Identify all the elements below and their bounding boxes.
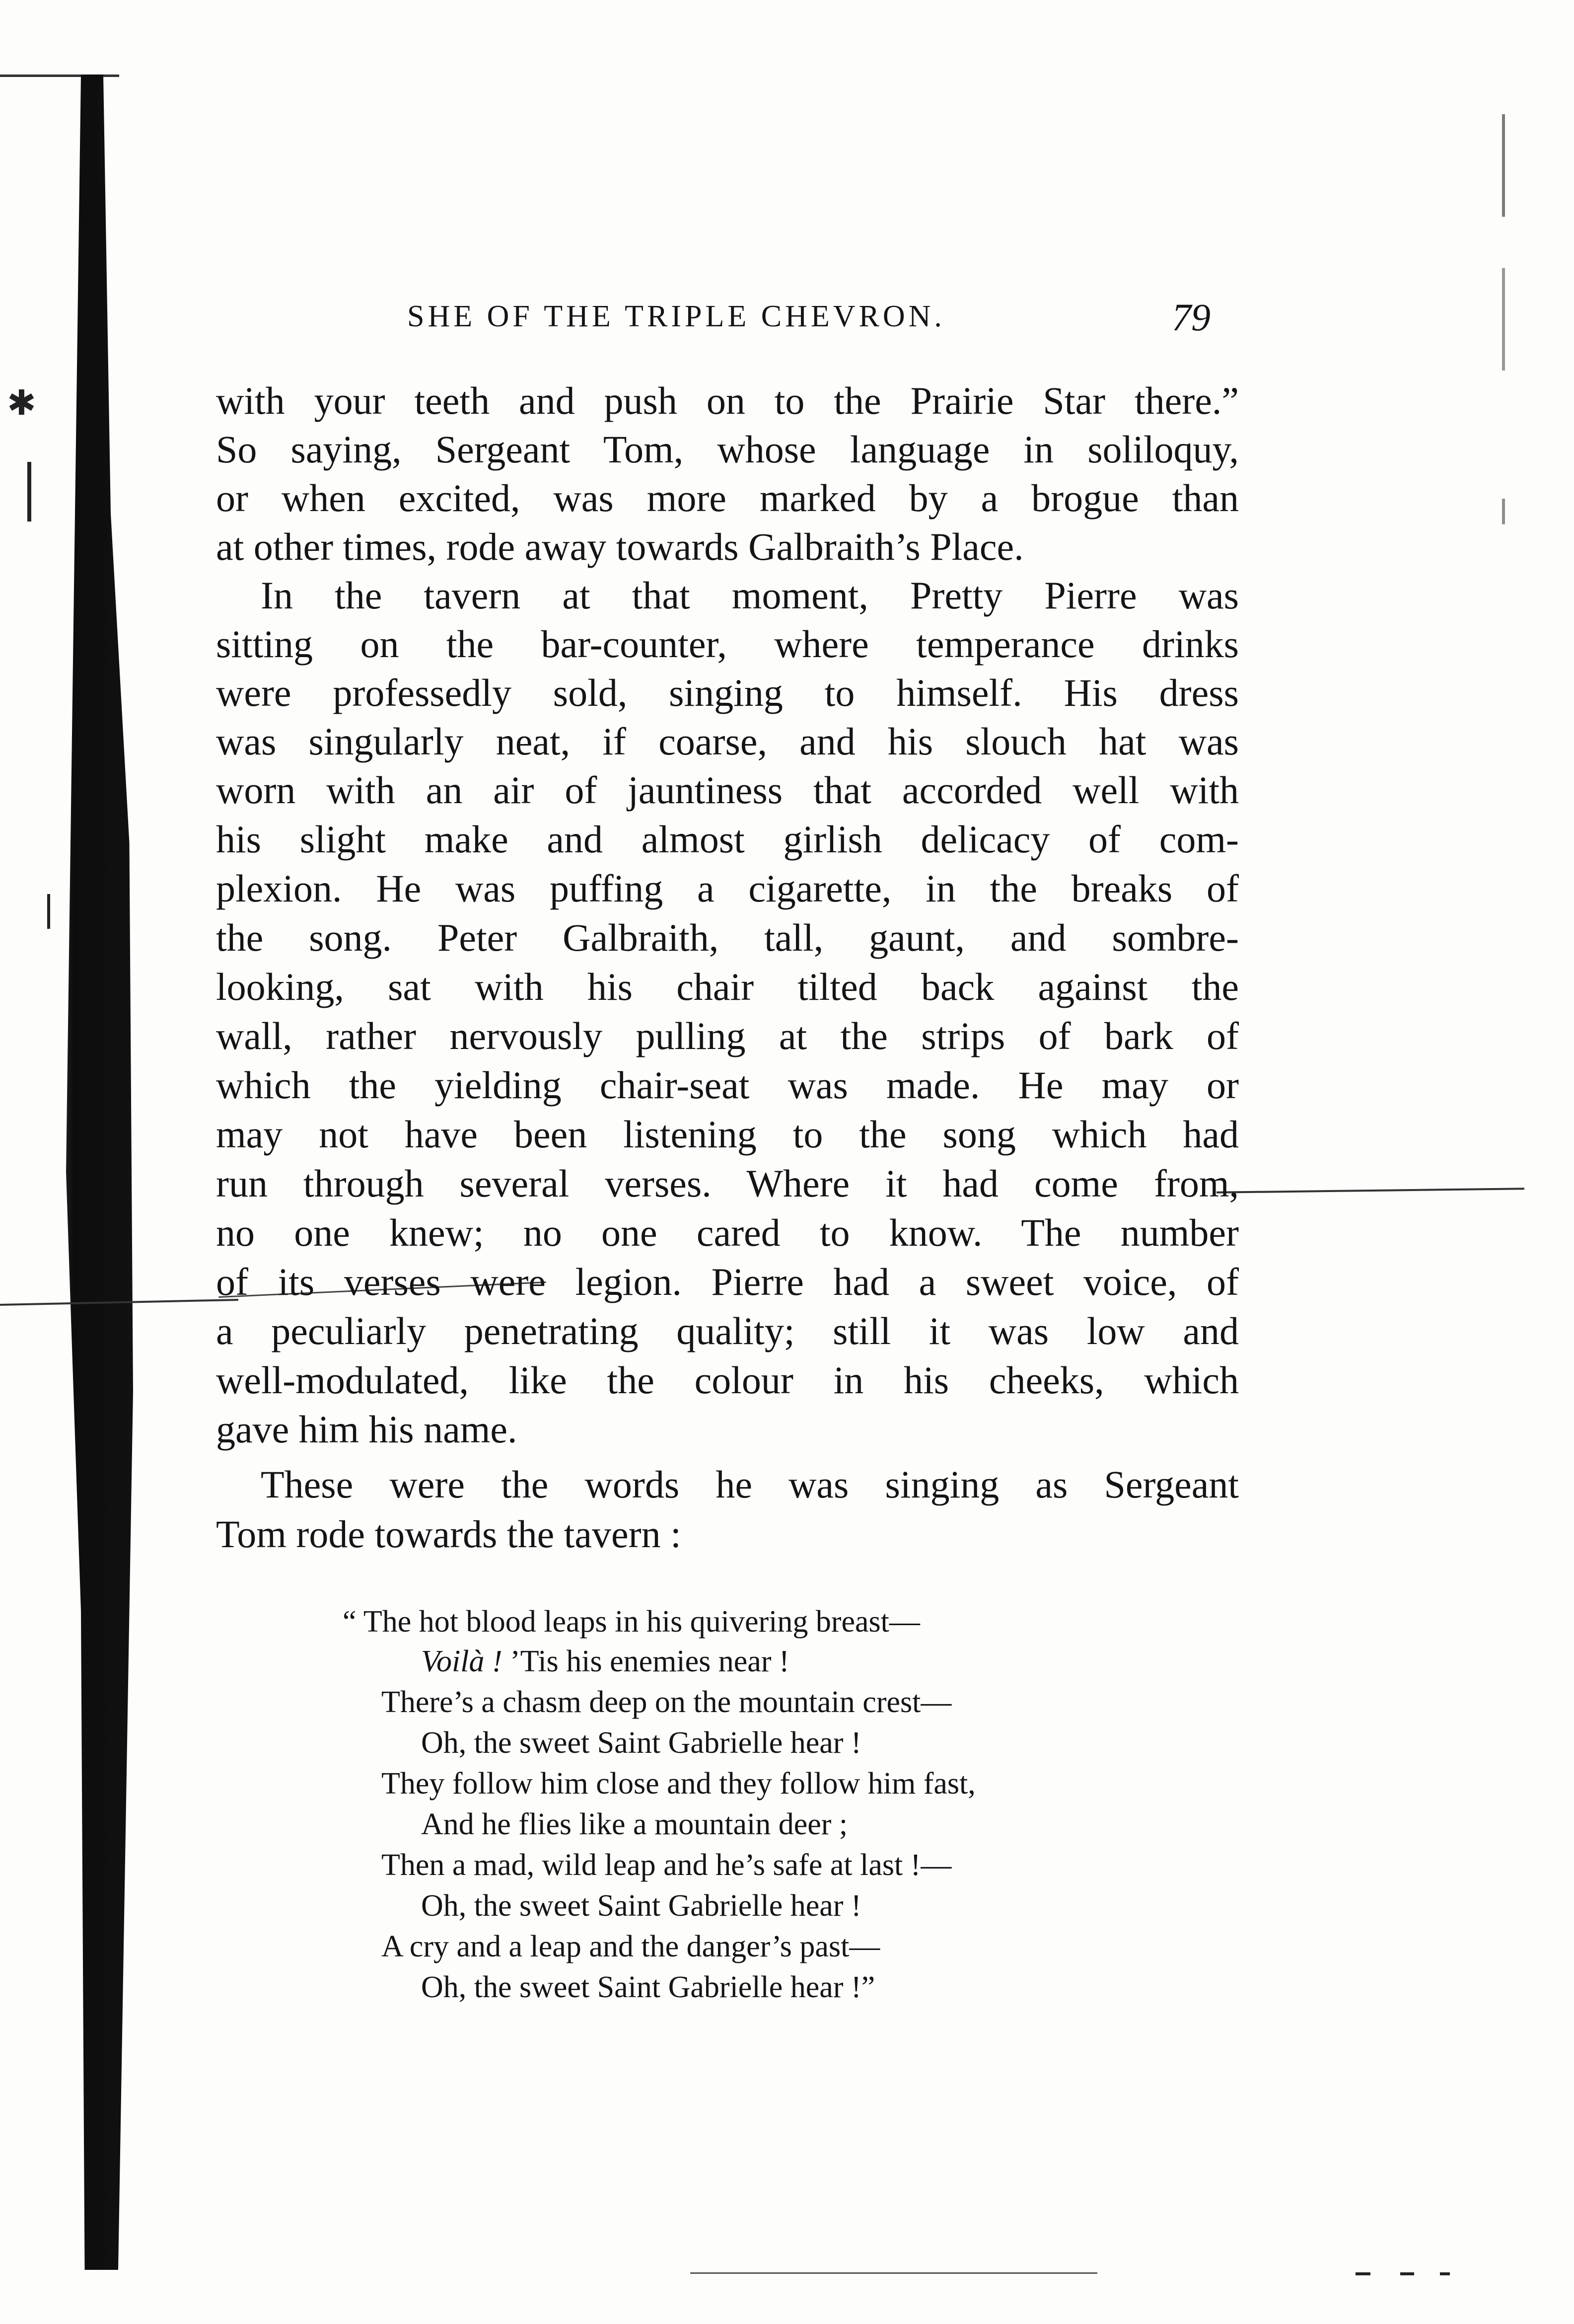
page-number: 79 (1172, 296, 1211, 339)
text-line: or when excited, was more marked by a brogue than (216, 476, 1239, 520)
text-line: may not have been listening to the song which had (216, 1113, 1239, 1156)
text-line: at other times, rode away towards Galbraith’s Place. (216, 525, 1024, 568)
text-line: plexion. He was puffing a cigarette, in the breaks of (216, 867, 1239, 910)
text-line: the song. Peter Galbraith, tall, gaunt, and sombre- (216, 916, 1239, 959)
text-line: of its verses were legion. Pierre had a sweet voice, of (216, 1260, 1239, 1303)
open-quote: “ (343, 1605, 363, 1639)
binding-shadow (59, 75, 133, 2270)
verse-line: A cry and a leap and the danger’s past— (381, 1930, 880, 1963)
verse-line: And he flies like a mountain deer ; (421, 1807, 848, 1841)
italic-word: Voilà ! (421, 1645, 502, 1678)
text-line: looking, sat with his chair tilted back against the (216, 965, 1239, 1008)
verse-line: Voilà ! ’Tis his enemies near ! (421, 1645, 789, 1678)
verse-line: There’s a chasm deep on the mountain crest— (381, 1685, 952, 1719)
scan-mark (1440, 2272, 1450, 2275)
ornament-icon: ✱ (7, 382, 36, 423)
scan-mark (1356, 2272, 1370, 2275)
text-line: his slight make and almost girlish delicacy of com- (216, 818, 1239, 861)
verse-line: Oh, the sweet Saint Gabrielle hear !” (421, 1970, 875, 2004)
scan-mark (47, 894, 50, 929)
text-line: no one knew; no one cared to know. The number (216, 1211, 1239, 1254)
verse-line: Then a mad, wild leap and he’s safe at last !— (381, 1848, 952, 1882)
scan-mark (1400, 2272, 1414, 2275)
text-line: was singularly neat, if coarse, and his slouch hat was (216, 720, 1239, 763)
text-line: In the tavern at that moment, Pretty Pierre was (261, 574, 1239, 617)
scan-edge-right (1502, 114, 1505, 1396)
text-line: were professedly sold, singing to himself. His dress (216, 671, 1239, 714)
text-line: Tom rode towards the tavern : (216, 1512, 681, 1556)
text-line: So saying, Sergeant Tom, whose language in soliloquy, (216, 428, 1239, 471)
text-line: with your teeth and push on to the Prairie Star there.” (216, 379, 1239, 422)
running-head: SHE OF THE TRIPLE CHEVRON. (407, 300, 945, 333)
text-line: run through several verses. Where it had come from, (216, 1162, 1239, 1205)
verse-line: Oh, the sweet Saint Gabrielle hear ! (421, 1889, 861, 1923)
scan-mark (690, 2272, 1097, 2274)
text-line: sitting on the bar-counter, where temperance drinks (216, 622, 1239, 666)
verse-line: Oh, the sweet Saint Gabrielle hear ! (421, 1726, 861, 1760)
text-line: These were the words he was singing as Sergeant (261, 1463, 1239, 1506)
text-line: worn with an air of jauntiness that accorded well with (216, 768, 1239, 812)
text-line: a peculiarly penetrating quality; still it was low and (216, 1309, 1239, 1352)
text-line: gave him his name. (216, 1408, 517, 1451)
text-line: well-modulated, like the colour in his cheeks, which (216, 1358, 1239, 1402)
scan-mark (27, 462, 31, 522)
text-line: which the yielding chair-seat was made. He may or (216, 1063, 1239, 1107)
text-line: wall, rather nervously pulling at the strips of bark of (216, 1014, 1239, 1057)
verse-line: They follow him close and they follow him fast, (381, 1767, 976, 1800)
scan-mark (1216, 1188, 1524, 1194)
verse-line: “ The hot blood leaps in his quivering breast— (343, 1605, 920, 1639)
